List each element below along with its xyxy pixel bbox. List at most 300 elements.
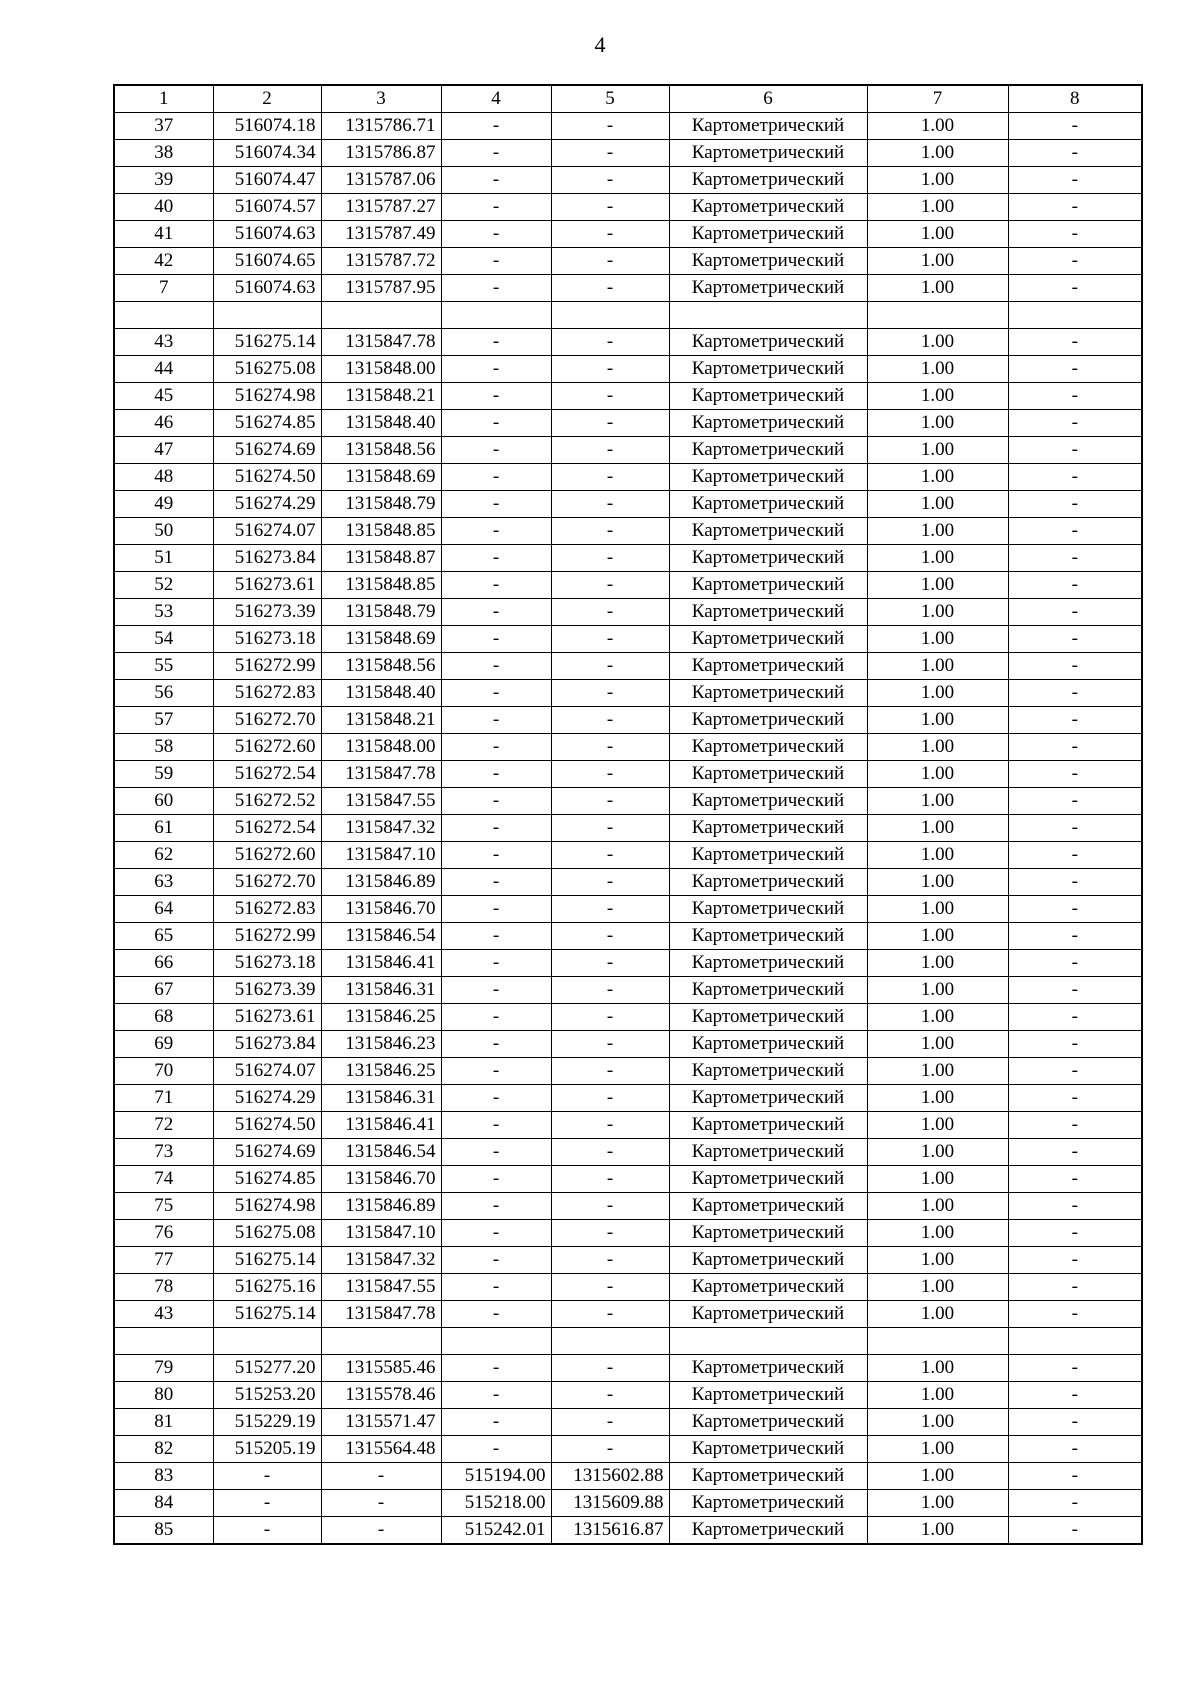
table-cell-col-6: Картометрический [669, 1031, 867, 1058]
table-cell-col-8: - [1008, 761, 1142, 788]
table-cell-col-1: 37 [114, 113, 213, 140]
table-cell-col-7: 1.00 [867, 869, 1008, 896]
table-row [114, 1517, 1142, 1545]
table-cell-col-4: - [441, 1112, 551, 1139]
table-cell-col-5: - [551, 167, 669, 194]
table-cell-col-5: - [551, 356, 669, 383]
table-cell-col-6: Картометрический [669, 329, 867, 356]
table-cell-col-6: Картометрический [669, 491, 867, 518]
table-cell-col-7: 1.00 [867, 1355, 1008, 1382]
table-cell-col-1: 38 [114, 140, 213, 167]
table-cell-col-4: - [441, 1301, 551, 1328]
table-cell-col-7: 1.00 [867, 167, 1008, 194]
table-cell-col-4 [441, 302, 551, 329]
table-cell-col-4: - [441, 1220, 551, 1247]
table-cell-col-3: 1315578.46 [321, 1382, 441, 1409]
table-row [114, 1031, 1142, 1058]
table-cell-col-2: 516272.83 [213, 680, 321, 707]
table-body [114, 113, 1142, 1545]
table-cell-col-6: Картометрический [669, 1085, 867, 1112]
table-cell-col-2: 516275.08 [213, 1220, 321, 1247]
separator-row [114, 1328, 1142, 1355]
table-row [114, 1166, 1142, 1193]
table-cell-col-2: 516074.65 [213, 248, 321, 275]
table-cell-col-1: 52 [114, 572, 213, 599]
table-cell-col-8: - [1008, 707, 1142, 734]
table-cell-col-6: Картометрический [669, 194, 867, 221]
table-cell-col-4: - [441, 113, 551, 140]
table-row [114, 1463, 1142, 1490]
table-row [114, 896, 1142, 923]
column-header-7: 7 [867, 85, 1008, 113]
table-cell-col-8: - [1008, 248, 1142, 275]
table-cell-col-7: 1.00 [867, 275, 1008, 302]
table-cell-col-6 [669, 302, 867, 329]
table-cell-col-7: 1.00 [867, 788, 1008, 815]
table-row [114, 410, 1142, 437]
table-cell-col-4: - [441, 1247, 551, 1274]
table-cell-col-2: 516074.18 [213, 113, 321, 140]
table-cell-col-3: 1315787.72 [321, 248, 441, 275]
page-number: 4 [594, 32, 606, 57]
table-cell-col-4: - [441, 977, 551, 1004]
table-cell-col-1: 71 [114, 1085, 213, 1112]
table-cell-col-1: 65 [114, 923, 213, 950]
table-cell-col-8: - [1008, 1382, 1142, 1409]
table-cell-col-1: 67 [114, 977, 213, 1004]
table-cell-col-5: - [551, 410, 669, 437]
table-cell-col-3: 1315848.56 [321, 653, 441, 680]
table-cell-col-5: - [551, 275, 669, 302]
table-cell-col-6: Картометрический [669, 950, 867, 977]
table-row [114, 356, 1142, 383]
table-cell-col-2: 516272.83 [213, 896, 321, 923]
table-row [114, 518, 1142, 545]
table-row [114, 1193, 1142, 1220]
table-row [114, 275, 1142, 302]
table-cell-col-5: - [551, 1004, 669, 1031]
table-cell-col-6: Картометрический [669, 1274, 867, 1301]
table-cell-col-2: 515277.20 [213, 1355, 321, 1382]
table-cell-col-3: 1315787.27 [321, 194, 441, 221]
table-cell-col-1: 7 [114, 275, 213, 302]
table-row [114, 1409, 1142, 1436]
table-cell-col-3: 1315848.40 [321, 680, 441, 707]
table-cell-col-3: 1315846.25 [321, 1058, 441, 1085]
table-cell-col-3: 1315848.79 [321, 599, 441, 626]
table-cell-col-2: 516275.14 [213, 329, 321, 356]
table-cell-col-2: 516274.50 [213, 1112, 321, 1139]
table-cell-col-7: 1.00 [867, 545, 1008, 572]
table-cell-col-1: 74 [114, 1166, 213, 1193]
table-cell-col-2: 516274.98 [213, 383, 321, 410]
table-cell-col-2: 516275.16 [213, 1274, 321, 1301]
table-row [114, 815, 1142, 842]
table-cell-col-8: - [1008, 140, 1142, 167]
table-cell-col-8: - [1008, 599, 1142, 626]
table-cell-col-4: - [441, 491, 551, 518]
table-cell-col-4: - [441, 950, 551, 977]
table-cell-col-3: 1315848.85 [321, 572, 441, 599]
table-cell-col-3: 1315787.49 [321, 221, 441, 248]
table-row [114, 1301, 1142, 1328]
table-cell-col-5 [551, 302, 669, 329]
table-row [114, 923, 1142, 950]
table-cell-col-4: - [441, 194, 551, 221]
table-cell-col-6: Картометрический [669, 464, 867, 491]
table-cell-col-6: Картометрический [669, 518, 867, 545]
table-cell-col-5: - [551, 329, 669, 356]
table-cell-col-3: 1315848.79 [321, 491, 441, 518]
table-cell-col-8: - [1008, 518, 1142, 545]
table-cell-col-5: - [551, 896, 669, 923]
table-cell-col-4: - [441, 221, 551, 248]
table-cell-col-1: 43 [114, 1301, 213, 1328]
table-row [114, 1436, 1142, 1463]
table-cell-col-7: 1.00 [867, 680, 1008, 707]
table-cell-col-6: Картометрический [669, 1247, 867, 1274]
table-cell-col-2: 516273.18 [213, 950, 321, 977]
table-cell-col-8: - [1008, 221, 1142, 248]
table-cell-col-8: - [1008, 356, 1142, 383]
table-cell-col-7: 1.00 [867, 923, 1008, 950]
table-row [114, 1139, 1142, 1166]
table-cell-col-8 [1008, 1328, 1142, 1355]
table-cell-col-1: 79 [114, 1355, 213, 1382]
table-cell-col-1: 40 [114, 194, 213, 221]
table-cell-col-3: 1315846.70 [321, 896, 441, 923]
table-cell-col-8: - [1008, 1220, 1142, 1247]
table-cell-col-6: Картометрический [669, 1436, 867, 1463]
table-cell-col-8: - [1008, 329, 1142, 356]
table-cell-col-3: 1315847.78 [321, 1301, 441, 1328]
table-cell-col-1: 44 [114, 356, 213, 383]
table-cell-col-6: Картометрический [669, 761, 867, 788]
table-cell-col-4: - [441, 1139, 551, 1166]
table-cell-col-5: - [551, 194, 669, 221]
table-cell-col-4: 515242.01 [441, 1517, 551, 1545]
table-cell-col-2: 516274.69 [213, 1139, 321, 1166]
table-cell-col-8: - [1008, 923, 1142, 950]
table-cell-col-7: 1.00 [867, 1193, 1008, 1220]
table-cell-col-3: 1315847.10 [321, 842, 441, 869]
table-cell-col-4: - [441, 788, 551, 815]
table-cell-col-7: 1.00 [867, 842, 1008, 869]
table-row [114, 653, 1142, 680]
table-cell-col-2: 516274.29 [213, 1085, 321, 1112]
table-cell-col-6: Картометрический [669, 275, 867, 302]
table-cell-col-8: - [1008, 842, 1142, 869]
table-cell-col-7: 1.00 [867, 1166, 1008, 1193]
column-header-2: 2 [213, 85, 321, 113]
table-cell-col-5: - [551, 734, 669, 761]
table-cell-col-3: 1315847.55 [321, 1274, 441, 1301]
table-cell-col-1: 41 [114, 221, 213, 248]
table-cell-col-2: 516074.34 [213, 140, 321, 167]
table-cell-col-7: 1.00 [867, 1409, 1008, 1436]
table-cell-col-2: 516273.39 [213, 977, 321, 1004]
table-cell-col-7: 1.00 [867, 1247, 1008, 1274]
separator-row [114, 302, 1142, 329]
table-cell-col-2: 516274.85 [213, 410, 321, 437]
table-cell-col-7: 1.00 [867, 1220, 1008, 1247]
table-cell-col-5: - [551, 1166, 669, 1193]
table-cell-col-8: - [1008, 275, 1142, 302]
table-cell-col-3: 1315847.10 [321, 1220, 441, 1247]
table-cell-col-2: 516272.54 [213, 815, 321, 842]
table-cell-col-1: 61 [114, 815, 213, 842]
table-row [114, 626, 1142, 653]
table-cell-col-5: - [551, 653, 669, 680]
table-cell-col-2: 516274.69 [213, 437, 321, 464]
table-cell-col-4: - [441, 1031, 551, 1058]
table-cell-col-4: - [441, 707, 551, 734]
table-cell-col-3: 1315571.47 [321, 1409, 441, 1436]
table-cell-col-6: Картометрический [669, 356, 867, 383]
table-cell-col-5: - [551, 1301, 669, 1328]
table-cell-col-5: - [551, 545, 669, 572]
table-cell-col-3: 1315847.78 [321, 329, 441, 356]
table-cell-col-8: - [1008, 410, 1142, 437]
table-cell-col-3: - [321, 1463, 441, 1490]
table-row [114, 842, 1142, 869]
table-cell-col-8: - [1008, 815, 1142, 842]
table-row [114, 140, 1142, 167]
table-cell-col-3: 1315848.56 [321, 437, 441, 464]
table-cell-col-2: - [213, 1517, 321, 1545]
table-cell-col-6: Картометрический [669, 1382, 867, 1409]
table-row [114, 491, 1142, 518]
table-cell-col-1: 42 [114, 248, 213, 275]
table-cell-col-7 [867, 302, 1008, 329]
table-cell-col-7: 1.00 [867, 410, 1008, 437]
table-row [114, 599, 1142, 626]
table-cell-col-4: - [441, 329, 551, 356]
table-cell-col-2: 516273.61 [213, 1004, 321, 1031]
table-cell-col-8: - [1008, 1274, 1142, 1301]
table-cell-col-2: 516275.14 [213, 1301, 321, 1328]
table-cell-col-7: 1.00 [867, 1382, 1008, 1409]
table-cell-col-2: 516074.63 [213, 275, 321, 302]
table-cell-col-6: Картометрический [669, 1112, 867, 1139]
table-cell-col-5: - [551, 788, 669, 815]
table-cell-col-7: 1.00 [867, 194, 1008, 221]
table-cell-col-3: 1315848.21 [321, 383, 441, 410]
table-cell-col-8: - [1008, 383, 1142, 410]
table-cell-col-3: 1315848.69 [321, 626, 441, 653]
table-cell-col-6 [669, 1328, 867, 1355]
table-cell-col-1: 69 [114, 1031, 213, 1058]
table-cell-col-2: 516273.18 [213, 626, 321, 653]
table-row [114, 1274, 1142, 1301]
table-cell-col-1: 78 [114, 1274, 213, 1301]
table-cell-col-5: - [551, 491, 669, 518]
table-cell-col-3: 1315846.89 [321, 869, 441, 896]
table-cell-col-2: 516074.63 [213, 221, 321, 248]
table-cell-col-4: - [441, 140, 551, 167]
table-cell-col-1: 70 [114, 1058, 213, 1085]
table-cell-col-7: 1.00 [867, 437, 1008, 464]
table-cell-col-8: - [1008, 977, 1142, 1004]
table-cell-col-3: 1315564.48 [321, 1436, 441, 1463]
table-cell-col-8: - [1008, 1085, 1142, 1112]
table-cell-col-3: 1315848.21 [321, 707, 441, 734]
table-cell-col-4: - [441, 410, 551, 437]
table-row [114, 869, 1142, 896]
table-cell-col-4: - [441, 923, 551, 950]
table-cell-col-4: - [441, 653, 551, 680]
table-cell-col-4: - [441, 815, 551, 842]
table-cell-col-5: 1315602.88 [551, 1463, 669, 1490]
table-cell-col-2: 516272.70 [213, 869, 321, 896]
table-cell-col-1: 45 [114, 383, 213, 410]
table-cell-col-4: - [441, 518, 551, 545]
table-cell-col-1: 76 [114, 1220, 213, 1247]
table-cell-col-2: 516272.70 [213, 707, 321, 734]
table-cell-col-3: 1315848.87 [321, 545, 441, 572]
table-cell-col-3: 1315846.31 [321, 977, 441, 1004]
table-cell-col-6: Картометрический [669, 977, 867, 1004]
table-cell-col-5: - [551, 761, 669, 788]
table-cell-col-5: - [551, 1382, 669, 1409]
table-row [114, 248, 1142, 275]
table-cell-col-4: - [441, 1409, 551, 1436]
table-cell-col-5: - [551, 383, 669, 410]
table-cell-col-2: 516272.60 [213, 842, 321, 869]
table-cell-col-2: 516272.52 [213, 788, 321, 815]
table-cell-col-2: 516074.57 [213, 194, 321, 221]
table-cell-col-1: 81 [114, 1409, 213, 1436]
table-cell-col-4: - [441, 383, 551, 410]
table-cell-col-4: - [441, 1085, 551, 1112]
table-cell-col-6: Картометрический [669, 923, 867, 950]
table-cell-col-5: - [551, 977, 669, 1004]
table-cell-col-3: 1315585.46 [321, 1355, 441, 1382]
table-row [114, 707, 1142, 734]
table-cell-col-2: 516273.84 [213, 1031, 321, 1058]
table-cell-col-7: 1.00 [867, 464, 1008, 491]
table-cell-col-5: 1315616.87 [551, 1517, 669, 1545]
table-cell-col-3: 1315846.25 [321, 1004, 441, 1031]
table-cell-col-3: 1315848.00 [321, 356, 441, 383]
table-cell-col-3: 1315848.00 [321, 734, 441, 761]
table-cell-col-8: - [1008, 1139, 1142, 1166]
table-row [114, 680, 1142, 707]
table-cell-col-7: 1.00 [867, 518, 1008, 545]
table-cell-col-1: 85 [114, 1517, 213, 1545]
table-cell-col-8: - [1008, 1004, 1142, 1031]
table-cell-col-2 [213, 1328, 321, 1355]
table-cell-col-6: Картометрический [669, 1301, 867, 1328]
table-cell-col-3: - [321, 1490, 441, 1517]
table-cell-col-7 [867, 1328, 1008, 1355]
table-cell-col-5: - [551, 1058, 669, 1085]
table-cell-col-8: - [1008, 194, 1142, 221]
table-row [114, 1247, 1142, 1274]
table-cell-col-2: 516274.85 [213, 1166, 321, 1193]
table-row [114, 1355, 1142, 1382]
table-cell-col-5: - [551, 1409, 669, 1436]
table-cell-col-6: Картометрический [669, 869, 867, 896]
table-row [114, 329, 1142, 356]
coordinates-table [113, 84, 1143, 1545]
table-cell-col-4: - [441, 1166, 551, 1193]
table-cell-col-4: - [441, 1355, 551, 1382]
table-cell-col-7: 1.00 [867, 572, 1008, 599]
table-cell-col-3: 1315847.55 [321, 788, 441, 815]
table-cell-col-6: Картометрический [669, 1490, 867, 1517]
table-cell-col-1: 48 [114, 464, 213, 491]
table-cell-col-8: - [1008, 1247, 1142, 1274]
table-cell-col-3: 1315848.40 [321, 410, 441, 437]
table-cell-col-2: 516274.50 [213, 464, 321, 491]
table-cell-col-4: - [441, 842, 551, 869]
table-cell-col-5: - [551, 626, 669, 653]
table-cell-col-2: 516275.08 [213, 356, 321, 383]
table-cell-col-2: 515229.19 [213, 1409, 321, 1436]
table-cell-col-2: 516273.39 [213, 599, 321, 626]
table-cell-col-5: 1315609.88 [551, 1490, 669, 1517]
table-cell-col-8: - [1008, 653, 1142, 680]
table-cell-col-2: 516272.60 [213, 734, 321, 761]
table-cell-col-5: - [551, 572, 669, 599]
table-cell-col-4: - [441, 545, 551, 572]
table-cell-col-7: 1.00 [867, 1004, 1008, 1031]
table-cell-col-1: 64 [114, 896, 213, 923]
table-cell-col-4: - [441, 680, 551, 707]
table-cell-col-8: - [1008, 734, 1142, 761]
table-cell-col-3: 1315848.69 [321, 464, 441, 491]
table-cell-col-6: Картометрический [669, 1409, 867, 1436]
table-cell-col-7: 1.00 [867, 896, 1008, 923]
table-cell-col-8: - [1008, 1490, 1142, 1517]
table-cell-col-4: - [441, 437, 551, 464]
table-cell-col-7: 1.00 [867, 1517, 1008, 1545]
table-cell-col-8: - [1008, 572, 1142, 599]
table-cell-col-4: - [441, 734, 551, 761]
table-cell-col-4: - [441, 761, 551, 788]
table-cell-col-6: Картометрический [669, 788, 867, 815]
table-cell-col-5: - [551, 1355, 669, 1382]
table-cell-col-5: - [551, 1031, 669, 1058]
table-row [114, 1004, 1142, 1031]
table-cell-col-2: 516272.99 [213, 653, 321, 680]
table-cell-col-6: Картометрический [669, 1355, 867, 1382]
table-cell-col-6: Картометрический [669, 437, 867, 464]
table-row [114, 1382, 1142, 1409]
table-cell-col-6: Картометрический [669, 167, 867, 194]
table-cell-col-7: 1.00 [867, 626, 1008, 653]
column-header-1: 1 [114, 85, 213, 113]
table-cell-col-1: 73 [114, 1139, 213, 1166]
table-cell-col-2: 516272.99 [213, 923, 321, 950]
table-cell-col-8: - [1008, 1409, 1142, 1436]
table-cell-col-4: - [441, 626, 551, 653]
table-cell-col-5: - [551, 437, 669, 464]
table-cell-col-4: - [441, 1193, 551, 1220]
table-cell-col-7: 1.00 [867, 653, 1008, 680]
table-row [114, 572, 1142, 599]
table-cell-col-1: 80 [114, 1382, 213, 1409]
table-cell-col-6: Картометрический [669, 1058, 867, 1085]
table-cell-col-3: 1315786.71 [321, 113, 441, 140]
table-cell-col-5: - [551, 1112, 669, 1139]
table-cell-col-6: Картометрический [669, 1004, 867, 1031]
table-cell-col-7: 1.00 [867, 140, 1008, 167]
table-cell-col-1: 62 [114, 842, 213, 869]
table-cell-col-4 [441, 1328, 551, 1355]
table-cell-col-3: 1315846.70 [321, 1166, 441, 1193]
